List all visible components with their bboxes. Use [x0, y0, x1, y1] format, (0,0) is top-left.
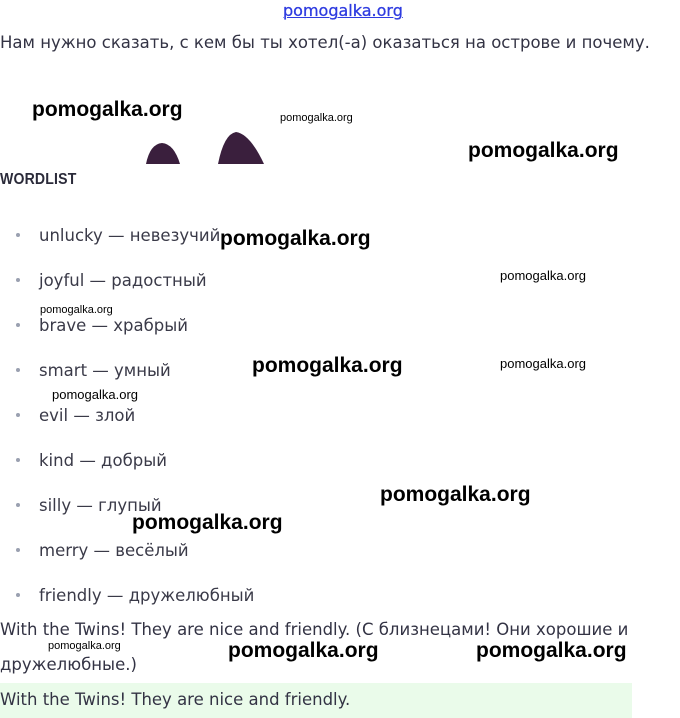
watermark: pomogalka.org	[220, 227, 371, 250]
watermark: pomogalka.org	[280, 112, 353, 124]
bullet	[16, 323, 20, 327]
bullet	[16, 593, 20, 597]
watermark: pomogalka.org	[52, 387, 138, 402]
bullet	[16, 368, 20, 372]
answer-line-2: дружелюбные.)	[0, 655, 137, 674]
watermark: pomogalka.org	[48, 640, 121, 652]
list-item: evil — злой	[16, 406, 135, 425]
list-item: kind — добрый	[16, 451, 167, 470]
list-item: silly — глупый	[16, 496, 162, 515]
watermark: pomogalka.org	[252, 354, 403, 377]
list-item: unlucky — невезучий	[16, 226, 220, 245]
answer-highlight-box	[0, 683, 632, 718]
watermark: pomogalka.org	[40, 304, 113, 316]
bullet	[16, 458, 20, 462]
list-item: friendly — дружелюбный	[16, 586, 254, 605]
watermark: pomogalka.org	[468, 139, 619, 162]
list-item: brave — храбрый	[16, 316, 188, 335]
bullet	[16, 278, 20, 282]
watermark: pomogalka.org	[500, 356, 586, 371]
list-item: joyful — радостный	[16, 271, 207, 290]
watermark: pomogalka.org	[32, 98, 183, 121]
intro-text: Нам нужно сказать, с кем бы ты хотел(-а) оказаться на острове и почему.	[0, 33, 650, 52]
list-item: smart — умный	[16, 361, 171, 380]
watermark: pomogalka.org	[228, 639, 379, 662]
bullet	[16, 548, 20, 552]
site-link[interactable]: pomogalka.org	[283, 1, 403, 20]
shape-left	[146, 143, 180, 164]
shape-right	[218, 132, 264, 164]
wordlist-title: WORDLIST	[0, 171, 77, 188]
list-item: merry — весёлый	[16, 541, 189, 560]
answer-line-1: With the Twins! They are nice and friendly. (С близнецами! Они хорошие и	[0, 620, 629, 639]
bullet	[16, 413, 20, 417]
watermark: pomogalka.org	[132, 511, 283, 534]
bullet	[16, 503, 20, 507]
illustration-shapes	[140, 128, 270, 164]
answer-highlight-text: With the Twins! They are nice and friendly.	[0, 690, 351, 709]
watermark: pomogalka.org	[500, 268, 586, 283]
bullet	[16, 233, 20, 237]
watermark: pomogalka.org	[380, 483, 531, 506]
watermark: pomogalka.org	[476, 639, 627, 662]
